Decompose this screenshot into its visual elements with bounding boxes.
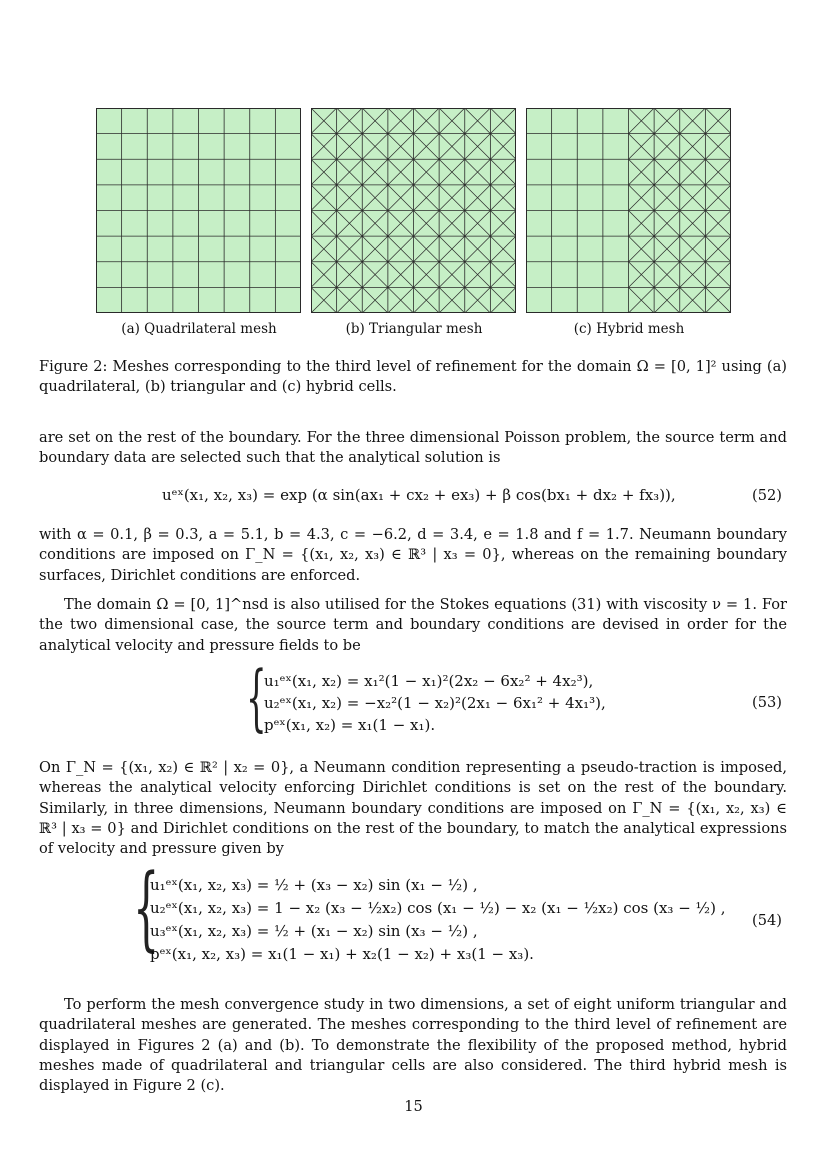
equation-54-brace: { xyxy=(133,854,160,961)
equation-54 xyxy=(150,874,725,966)
equation-54-line-2: u₂ᵉˣ(x₁, x₂, x₃) = 1 − x₂ (x₃ − ½x₂) cos (x₁ − ½) − x₂ (x₁ − ½x₂) cos (x₃ − ½) , xyxy=(150,899,726,917)
equation-53-number: (53) xyxy=(752,694,782,711)
equation-52-number: (52) xyxy=(752,487,782,504)
paragraph-3: The domain Ω = [0, 1]^nsd is also utilised for the Stokes equations (31) with viscosity ν = 1. For the two dimensional case, the source term and boundary conditions are devised in order for the analytical velocity and pressure fields to be xyxy=(39,596,787,654)
equation-53-brace: { xyxy=(246,655,267,739)
triangular-mesh-figure xyxy=(311,108,516,313)
equation-53-line-1: u₁ᵉˣ(x₁, x₂) = x₁²(1 − x₁)²(2x₂ − 6x₂² + 4x₂³), xyxy=(264,672,594,690)
equation-54-line-3: u₃ᵉˣ(x₁, x₂, x₃) = ½ + (x₁ − x₂) sin (x₃ − ½) , xyxy=(150,922,478,940)
equation-53-line-2: u₂ᵉˣ(x₁, x₂) = −x₂²(1 − x₂)²(2x₁ − 6x₁² + 4x₁³), xyxy=(264,694,606,712)
hybrid-mesh-svg xyxy=(526,108,731,313)
hybrid-mesh-figure xyxy=(526,108,731,313)
equation-54-line-4: pᵉˣ(x₁, x₂, x₃) = x₁(1 − x₁) + x₂(1 − x₂) + x₃(1 − x₃). xyxy=(150,945,534,963)
equation-54-number: (54) xyxy=(752,912,782,929)
paragraph-5: To perform the mesh convergence study in two dimensions, a set of eight uniform triangular and quadrilateral meshes are generated. The meshes corresponding to the third level of refinement are displayed in Figures 2 (a) and (b). To demonstrate the flexibility of the proposed method, hybrid meshes made of quadrilateral and triangular cells are also considered. The third hybrid mesh is displayed in Figure 2 (c). xyxy=(39,996,787,1095)
subcaption-a: (a) Quadrilateral mesh xyxy=(121,321,277,337)
equation-52: uᵉˣ(x₁, x₂, x₃) = exp (α sin(ax₁ + cx₂ + ex₃) + β cos(bx₁ + dx₂ + fx₃)), xyxy=(162,486,676,504)
quadrilateral-mesh-figure xyxy=(96,108,301,313)
paragraph-2: with α = 0.1, β = 0.3, a = 5.1, b = 4.3, c = −6.2, d = 3.4, e = 1.8 and f = 1.7. Neumann boundary conditions are imposed on Γ_N = {(x₁, x₂, x₃) ∈ ℝ³ | x₃ = 0}, whereas on the remaining boundary surfaces, Dirichlet conditions are enforced. xyxy=(39,526,787,584)
triangular-mesh-svg xyxy=(311,108,516,313)
equation-54-line-1: u₁ᵉˣ(x₁, x₂, x₃) = ½ + (x₃ − x₂) sin (x₁ − ½) , xyxy=(150,876,478,894)
quadrilateral-mesh-svg xyxy=(96,108,301,313)
equation-53-line-3: pᵉˣ(x₁, x₂) = x₁(1 − x₁). xyxy=(264,716,436,734)
paragraph-1: are set on the rest of the boundary. For the three dimensional Poisson problem, the source term and boundary data are selected such that the analytical solution is xyxy=(39,429,787,467)
subcaption-c: (c) Hybrid mesh xyxy=(573,321,685,337)
paragraph-4: On Γ_N = {(x₁, x₂) ∈ ℝ² | x₂ = 0}, a Neumann condition representing a pseudo-traction is imposed, whereas the analytical velocity enforcing Dirichlet conditions is set on the rest of the boundary. Similarly, in three dimensions, Neumann boundary conditions are imposed on Γ_N = {(x₁, x₂, x₃) ∈ ℝ³ | x₃ = 0} and Dirichlet conditions on the rest of the boundary, to match the analytical expressions of velocity and pressure given by xyxy=(39,759,787,858)
equation-53 xyxy=(264,670,606,736)
figure-caption: Figure 2: Meshes corresponding to the third level of refinement for the domain Ω = [0, 1]² using (a) quadrilateral, (b) triangular and (c) hybrid cells. xyxy=(39,358,787,396)
subcaption-b: (b) Triangular mesh xyxy=(345,321,483,337)
page-number: 15 xyxy=(404,1098,423,1115)
